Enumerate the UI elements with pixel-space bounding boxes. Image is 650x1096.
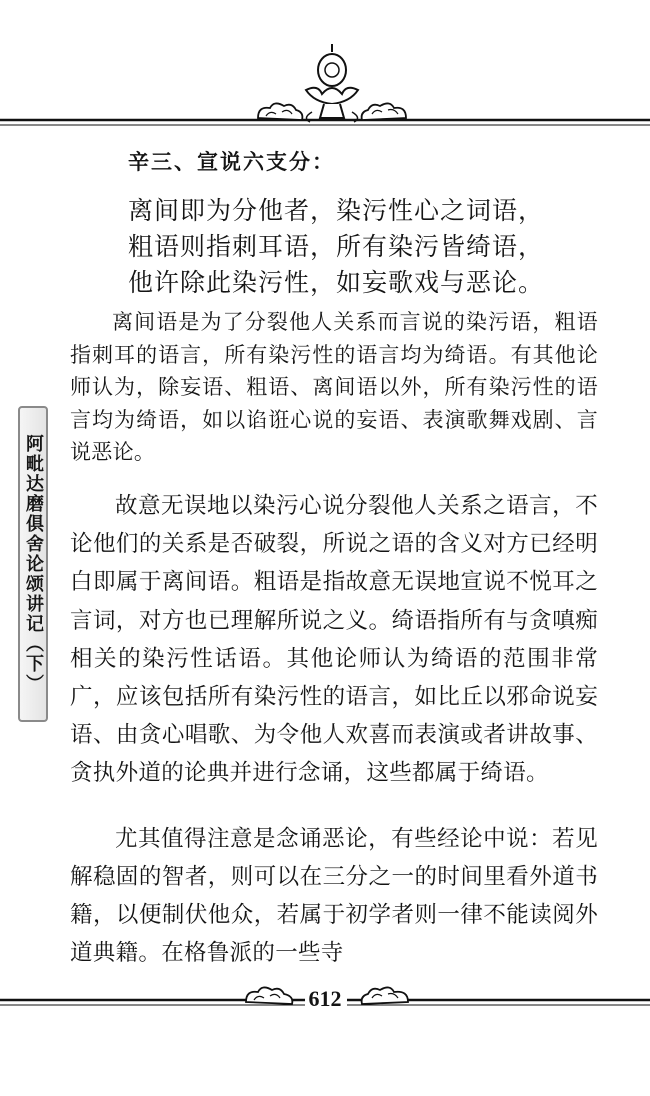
commentary-paragraph xyxy=(70,487,598,793)
verse-line: 他许除此染污性，如妄歌戏与恶论。 xyxy=(128,268,545,297)
verse-line: 离间即为分他者，染污性心之词语， xyxy=(128,196,545,225)
paragraph-text: 尤其值得注意是念诵恶论，有些经论中说：若见解稳固的智者，则可以在三分之一的时间里看外道书籍，以便制伏他众，若属于初学者则一律不能读阅外道典籍。在格鲁派的一些寺 xyxy=(70,826,598,966)
book-title: 阿毗达磨俱舍论颂讲记（下） xyxy=(23,434,44,694)
auspicious-cloud-icon xyxy=(362,103,406,120)
verse-line: 粗语则指刺耳语，所有染污皆绮语， xyxy=(128,232,545,261)
paragraph-text: 离间语是为了分裂他人关系而言说的染污语，粗语指刺耳的语言，所有染污性的语言均为绮语。有其他论师认为，除妄语、粗语、离间语以外，所有染污性的语言均为绮语，如以谄诳心说的妄语、表演歌舞戏剧、言说恶论。 xyxy=(70,310,598,464)
commentary-paragraph xyxy=(70,820,598,972)
verse-block xyxy=(128,193,544,301)
commentary-paragraph xyxy=(70,306,598,469)
page-number: 612 xyxy=(308,986,342,1011)
paragraph-text: 故意无误地以染污心说分裂他人关系之语言，不论他们的关系是否破裂，所说之语的含义对方已经明白即属于离间语。粗语是指故意无误地宣说不悦耳之言词，对方也已理解所说之义。绮语指所有与贪嗔痴相关的染污性话语。其他论师认为绮语的范围非常广，应该包括所有染污性的语言，如比丘以邪命说妄语、由贪心唱歌、为令他人欢喜而表演或者讲故事、贪执外道的论典并进行念诵，这些都属于绮语。 xyxy=(70,493,598,787)
dharma-wheel-ornament-icon xyxy=(306,44,358,122)
book-title-side-tab xyxy=(18,406,48,722)
section-heading: 辛三、宣说六支分： xyxy=(128,150,335,174)
auspicious-cloud-icon xyxy=(258,103,302,120)
